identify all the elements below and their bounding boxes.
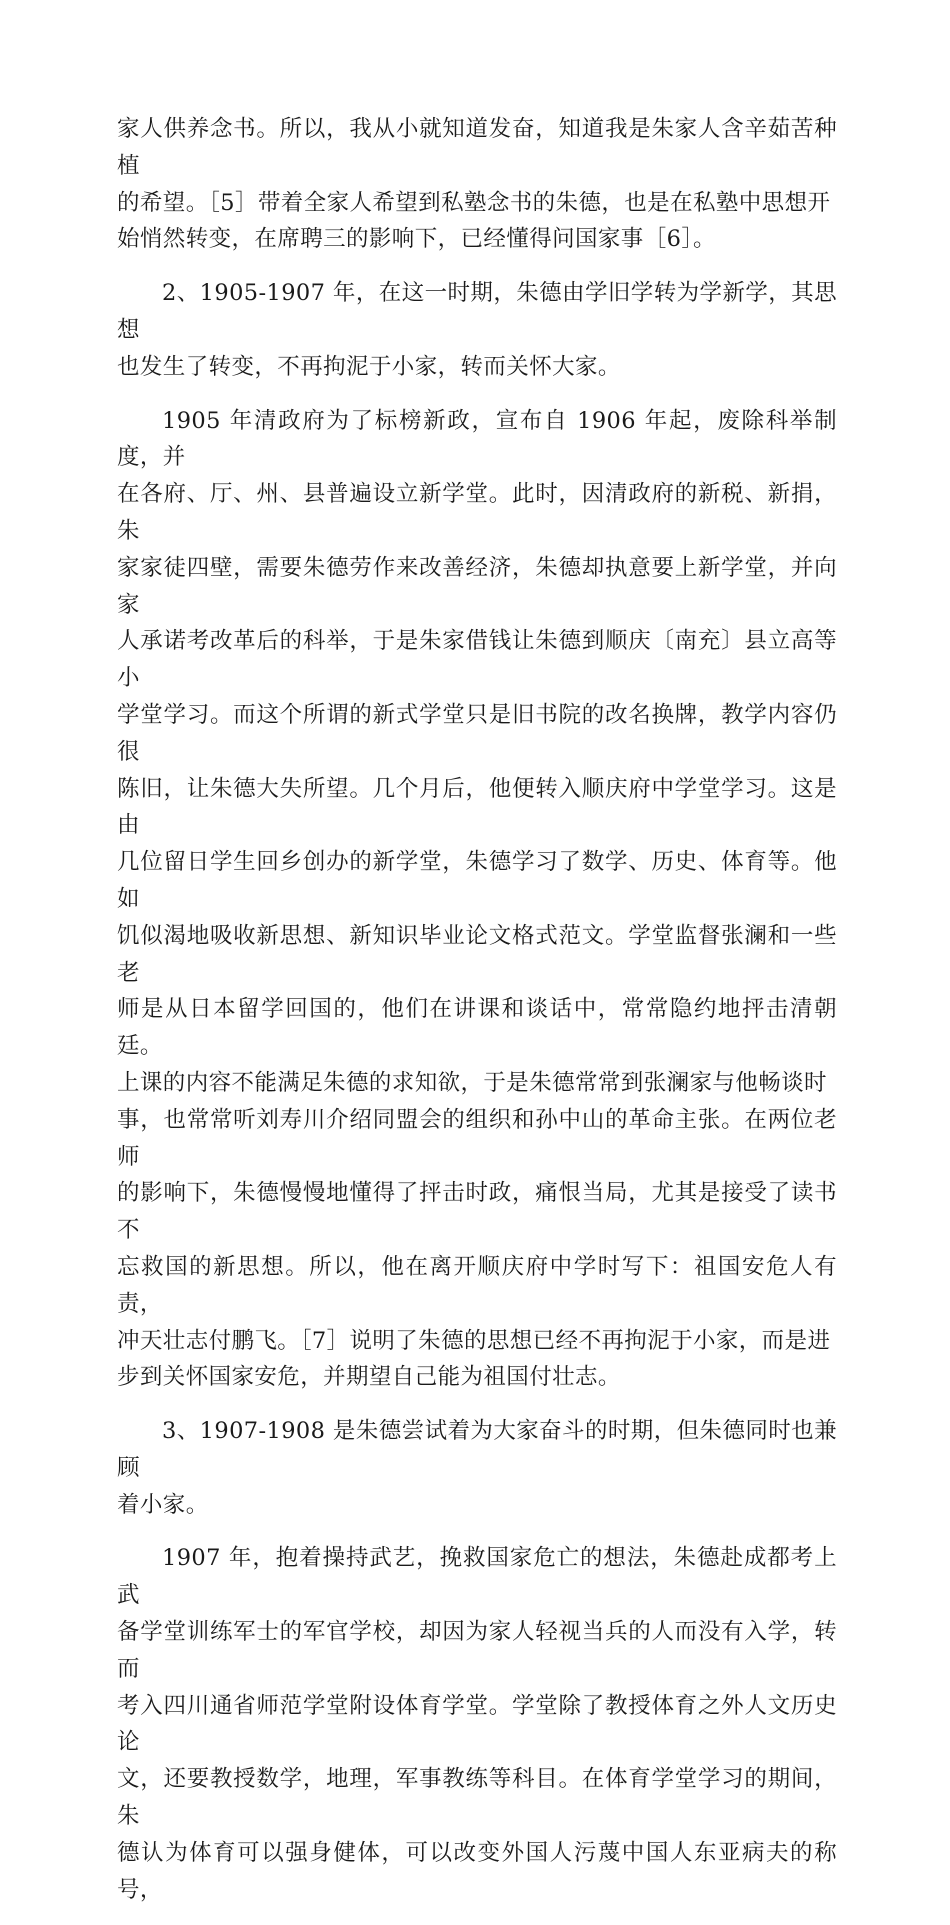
paragraph-4: 3、1907-1908 是朱德尝试着为大家奋斗的时期，但朱德同时也兼顾 着小家。 [117,1418,837,1518]
document-page [117,111,837,1925]
paragraph-1: 家人供养念书。所以，我从小就知道发奋，知道我是朱家人含辛茹苦种植 的希望。［5］带着全家人希望到私塾念书的朱德，也是在私塾中思想开 始悄然转变，在席聘三的影响下，已经懂得问国家事［6］。 [117,116,837,253]
paragraph-3: 1905 年清政府为了标榜新政，宣布自 1906 年起，废除科举制度，并 在各府、厅、州、县普遍设立新学堂。此时，因清政府的新税、新捐，朱 家家徒四壁，需要朱德劳作来改善经济，朱德却执意要上新学堂，并向家 人承诺考改革后的科举，于是朱家借钱让朱德到顺庆〔南充〕县立高等小 学堂学习。而这个所谓的新式学堂只是旧书院的改名换牌，教学内容仍很 陈旧，让朱德大失所望。几个月后，他便转入顺庆府中学堂学习。这是由 几位留日学生回乡创办的新学堂，朱德学习了数学、历史、体育等。他如 饥似渴地吸收新思想、新知识毕业论文格式范文。学堂监督张澜和一些老 师是从日本留学回国的，他们在讲课和谈话中，常常隐约地抨击清朝廷。 上课的内容不能满足朱德的求知欲，于是朱德常常到张澜家与他畅谈时 事，也常常听刘寿川介绍同盟会的组织和孙中山的革命主张。在两位老师 的影响下，朱德慢慢地懂得了抨击时政，痛恨当局，尤其是接受了读书不 忘救国的新思想。所以，他在离开顺庆府中学时写下：祖国安危人有责， 冲天壮志付鹏飞。［7］说明了朱德的思想已经不再拘泥于小家，而是进 步到关怀国家安危，并期望自己能为祖国付壮志。 [117,407,837,1391]
paragraph-5: 1907 年，抱着操持武艺，挽救国家危亡的想法，朱德赴成都考上武 备学堂训练军士的军官学校，却因为家人轻视当兵的人而没有入学，转而 考入四川通省师范学堂附设体育学堂。学堂除了教授体育之外人文历史论 文，还要教授数学，地理，军事教练等科目。在体育学堂学习的期间，朱 德认为体育可以强身健体，可以改变外国人污蔑中国人东亚病夫的称号， [117,1545,837,1903]
paragraph-2: 2、1905-1907 年，在这一时期，朱德由学旧学转为学新学，其思想 也发生了转变，不再拘泥于小家，转而关怀大家。 [117,280,837,380]
